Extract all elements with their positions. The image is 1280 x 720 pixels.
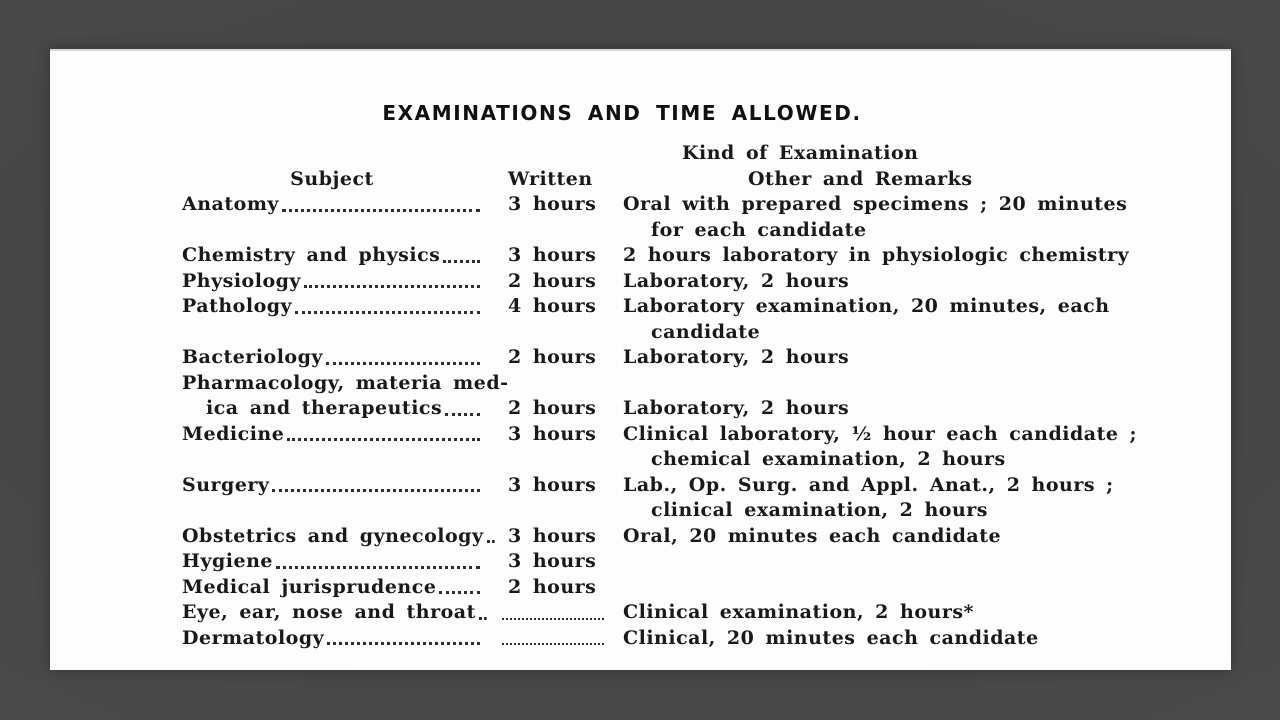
table-row bbox=[182, 320, 1122, 346]
remarks-label: Laboratory, 2 hours bbox=[623, 269, 850, 292]
written-hours-label: 3 hours bbox=[508, 550, 597, 572]
subject-label: Anatomy bbox=[182, 193, 279, 215]
written-cell bbox=[508, 371, 623, 397]
table-row bbox=[182, 549, 1122, 575]
written-hours-label: 2 hours bbox=[508, 346, 597, 368]
dotted-leader bbox=[326, 362, 480, 365]
subject-cell bbox=[182, 498, 508, 524]
remarks-label: Lab., Op. Surg. and Appl. Anat., 2 hours ; bbox=[623, 473, 1114, 496]
table-row bbox=[182, 345, 1122, 371]
remarks-label: Clinical laboratory, ½ hour each candidate ; bbox=[623, 422, 1138, 445]
table-row bbox=[182, 626, 1122, 652]
column-header-written: Written bbox=[508, 167, 593, 190]
dotted-leader bbox=[272, 489, 480, 492]
written-cell bbox=[508, 600, 623, 626]
written-hours-label: 3 hours bbox=[508, 524, 597, 547]
remarks-cell bbox=[623, 396, 1122, 422]
written-cell bbox=[508, 473, 623, 499]
written-cell bbox=[508, 626, 623, 652]
remarks-label: clinical examination, 2 hours bbox=[651, 499, 988, 521]
subject-cell bbox=[182, 320, 508, 346]
subject-cell bbox=[182, 422, 508, 448]
remarks-label: Oral, 20 minutes each candidate bbox=[623, 524, 1002, 547]
subject-cell bbox=[182, 345, 508, 371]
remarks-cell bbox=[623, 345, 1122, 371]
written-cell bbox=[508, 345, 623, 371]
subject-cell bbox=[182, 473, 508, 499]
written-hours-label: 2 hours bbox=[508, 269, 597, 292]
header-row-columns bbox=[182, 167, 1122, 193]
dotted-leader bbox=[287, 438, 480, 441]
dotted-leader bbox=[304, 285, 480, 288]
table-row bbox=[182, 600, 1122, 626]
written-cell bbox=[508, 498, 623, 524]
dotted-leader bbox=[479, 617, 487, 620]
table-row bbox=[182, 396, 1122, 422]
header-spacer bbox=[508, 141, 623, 167]
remarks-cell bbox=[623, 524, 1122, 550]
remarks-cell bbox=[623, 549, 1122, 575]
table-row bbox=[182, 422, 1138, 448]
remarks-cell bbox=[623, 192, 1127, 218]
subject-label: Pharmacology, materia med- bbox=[182, 371, 509, 394]
written-cell bbox=[508, 218, 623, 244]
table-row bbox=[182, 243, 1130, 269]
written-cell bbox=[508, 320, 623, 346]
subject-label: Medical jurisprudence bbox=[182, 575, 437, 598]
remarks-label: chemical examination, 2 hours bbox=[651, 448, 1006, 470]
written-hours-label: 4 hours bbox=[508, 295, 597, 317]
subject-cell bbox=[182, 269, 508, 295]
remarks-label: candidate bbox=[651, 320, 761, 343]
header-kind-cell bbox=[623, 141, 1122, 167]
header-written-cell bbox=[508, 167, 623, 193]
document-page bbox=[50, 49, 1231, 670]
subject-cell bbox=[182, 192, 508, 218]
subject-cell bbox=[182, 524, 508, 550]
subject-cell bbox=[182, 371, 508, 397]
remarks-cell bbox=[623, 320, 1122, 346]
column-header-other-and-remarks: Other and Remarks bbox=[748, 167, 973, 190]
subject-label: ica and therapeutics bbox=[206, 397, 443, 419]
remarks-cell bbox=[623, 294, 1122, 320]
written-hours-label: 3 hours bbox=[508, 193, 597, 215]
document-content bbox=[182, 101, 1138, 651]
dotted-leader bbox=[282, 209, 480, 212]
remarks-cell bbox=[623, 575, 1122, 601]
dotted-leader bbox=[439, 591, 480, 594]
subject-cell bbox=[182, 600, 508, 626]
remarks-label: Laboratory, 2 hours bbox=[623, 346, 850, 368]
written-cell bbox=[508, 549, 623, 575]
table-row bbox=[182, 447, 1122, 473]
subject-cell bbox=[182, 575, 508, 601]
subject-cell bbox=[182, 626, 508, 652]
subject-cell bbox=[182, 294, 508, 320]
subject-label: Chemistry and physics bbox=[182, 244, 441, 266]
written-hours-label: 3 hours bbox=[508, 422, 597, 445]
subject-label: Physiology bbox=[182, 269, 301, 292]
subject-cell bbox=[182, 447, 508, 473]
subject-cell bbox=[182, 243, 508, 269]
subject-label: Obstetrics and gynecology bbox=[182, 524, 484, 547]
table-row bbox=[182, 218, 1122, 244]
remarks-cell bbox=[623, 422, 1137, 448]
examination-table-rows bbox=[182, 192, 1138, 651]
remarks-cell bbox=[623, 218, 1122, 244]
subject-cell bbox=[182, 396, 508, 422]
written-hours-label: 3 hours bbox=[508, 473, 597, 496]
dotted-leader bbox=[276, 566, 480, 569]
remarks-label: Laboratory examination, 20 minutes, each bbox=[623, 295, 1110, 317]
column-header-kind-of-examination: Kind of Examination bbox=[682, 142, 919, 164]
table-row bbox=[182, 473, 1122, 499]
remarks-cell bbox=[623, 269, 1122, 295]
subject-label: Medicine bbox=[182, 422, 285, 445]
subject-cell bbox=[182, 218, 508, 244]
written-cell bbox=[508, 192, 623, 218]
subject-label: Pathology bbox=[182, 295, 293, 317]
written-cell bbox=[508, 524, 623, 550]
remarks-label: for each candidate bbox=[651, 218, 867, 241]
dash-leader bbox=[502, 618, 604, 620]
header-subject-cell bbox=[182, 167, 508, 193]
dotted-leader bbox=[487, 540, 495, 543]
header-remarks-cell bbox=[623, 167, 1122, 193]
remarks-cell bbox=[623, 473, 1122, 499]
remarks-cell bbox=[623, 447, 1122, 473]
subject-label: Bacteriology bbox=[182, 346, 323, 368]
written-hours-label: 3 hours bbox=[508, 244, 597, 266]
remarks-cell bbox=[623, 626, 1122, 652]
subject-label: Surgery bbox=[182, 473, 270, 496]
subject-cell bbox=[182, 549, 508, 575]
dotted-leader bbox=[445, 413, 480, 416]
written-cell bbox=[508, 447, 623, 473]
remarks-label: Laboratory, 2 hours bbox=[623, 397, 850, 419]
written-cell bbox=[508, 269, 623, 295]
written-cell bbox=[508, 575, 623, 601]
remarks-cell bbox=[623, 600, 1122, 626]
remarks-cell bbox=[623, 498, 1122, 524]
remarks-label: Oral with prepared specimens ; 20 minutes bbox=[623, 193, 1128, 215]
table-row bbox=[182, 575, 1122, 601]
subject-label: Dermatology bbox=[182, 626, 325, 649]
table-row bbox=[182, 524, 1122, 550]
written-hours-label: 2 hours bbox=[508, 575, 597, 598]
dotted-leader bbox=[327, 642, 480, 645]
written-hours-label: 2 hours bbox=[508, 397, 597, 419]
written-cell bbox=[508, 294, 623, 320]
dotted-leader bbox=[443, 260, 480, 263]
written-cell bbox=[508, 243, 623, 269]
table-row bbox=[182, 269, 1122, 295]
table-row bbox=[182, 192, 1128, 218]
header-spacer bbox=[182, 141, 508, 167]
remarks-label: Clinical, 20 minutes each candidate bbox=[623, 626, 1039, 649]
remarks-cell bbox=[623, 371, 1122, 397]
table-row bbox=[182, 294, 1122, 320]
written-cell bbox=[508, 396, 623, 422]
dash-leader bbox=[502, 643, 604, 645]
header-row-kind bbox=[182, 141, 1122, 167]
page-title: EXAMINATIONS AND TIME ALLOWED. bbox=[382, 101, 862, 125]
remarks-label: 2 hours laboratory in physiologic chemistry bbox=[623, 244, 1130, 266]
written-cell bbox=[508, 422, 623, 448]
subject-label: Hygiene bbox=[182, 550, 273, 572]
table-row bbox=[182, 498, 1122, 524]
remarks-cell bbox=[623, 243, 1129, 269]
table-row bbox=[182, 371, 1122, 397]
column-header-subject: Subject bbox=[290, 167, 374, 190]
dotted-leader bbox=[295, 311, 480, 314]
subject-label: Eye, ear, nose and throat bbox=[182, 601, 476, 623]
remarks-label: Clinical examination, 2 hours* bbox=[623, 601, 974, 623]
